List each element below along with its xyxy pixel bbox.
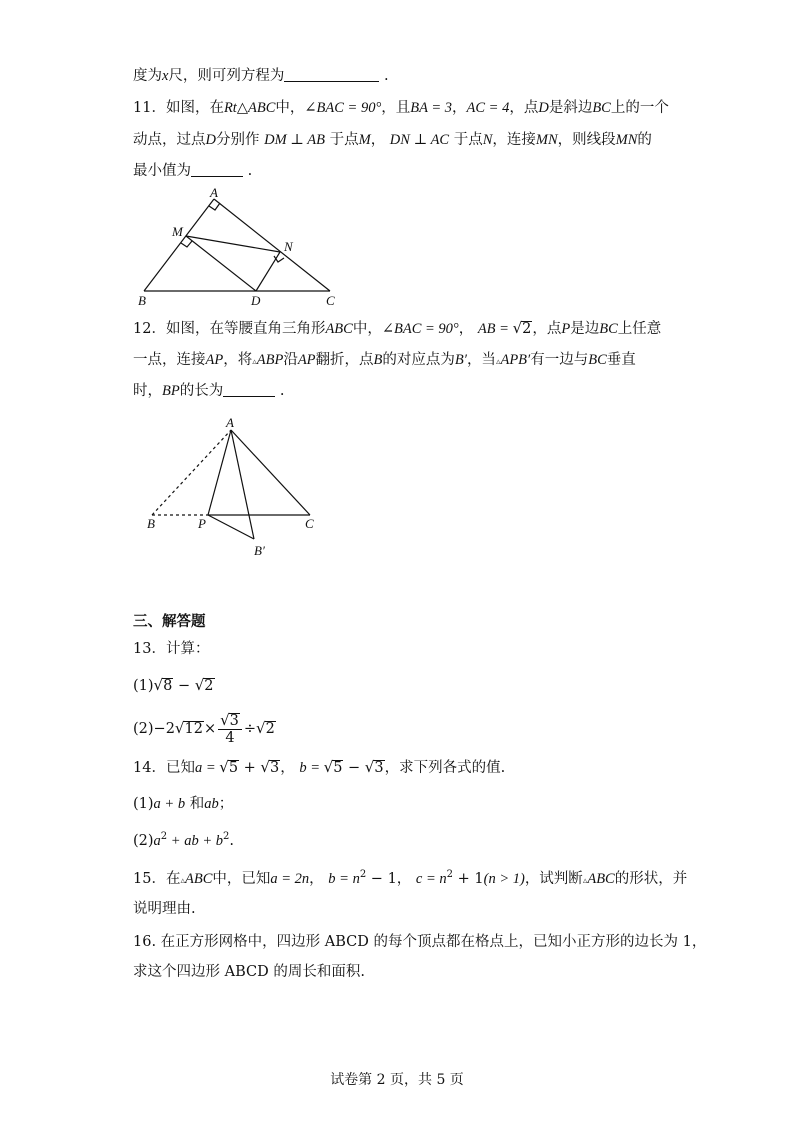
q12-ap: AP — [205, 352, 224, 368]
q13-fraction — [218, 712, 242, 746]
q12-label-a: A — [226, 415, 234, 430]
q11-label-c: C — [326, 293, 335, 307]
sqrt-symbol: √ — [256, 719, 266, 737]
q10-tail-line — [133, 66, 389, 86]
q10-text-b: 尺，则可列方程为 — [168, 68, 285, 84]
q11-n: N — [482, 132, 493, 148]
q11-text: 于点 — [453, 132, 483, 148]
q11-text: ，且 — [381, 100, 411, 116]
sqrt-symbol: √ — [323, 758, 334, 776]
q12-bc: BC — [599, 321, 618, 337]
q11-mn2: MN — [615, 132, 638, 148]
q11-mn: MN — [535, 132, 558, 148]
sqrt-symbol: √ — [260, 758, 270, 776]
q11-text: ， — [370, 132, 386, 148]
q12-text: ，将 — [223, 352, 253, 368]
q14-operator: + — [239, 760, 261, 776]
q12-b: B — [373, 352, 383, 368]
q11-side-ac — [214, 199, 330, 291]
q11-num: 11．如图，在 — [133, 100, 224, 116]
q15-abc: ABC — [587, 870, 615, 887]
q15-line-1 — [133, 865, 687, 891]
q11-tri: △ABC — [236, 100, 276, 116]
q14-expr: a + b — [153, 796, 186, 812]
q11-m: M — [358, 132, 371, 148]
q16-line-1: 16. 在正方形网格中，四边形 ABCD 的每个顶点都在格点上，已知小正方形的边长为 1， — [133, 934, 707, 950]
q12-side-ac — [231, 430, 310, 515]
q14-text: 14．已知 — [133, 760, 195, 776]
sqrt-symbol: √ — [174, 719, 185, 737]
q13-operator: ÷ — [243, 721, 257, 737]
q12-bc2: BC — [588, 352, 607, 368]
q12-text: ，点 — [532, 321, 562, 337]
q11-rt: Rt — [223, 100, 237, 116]
q12-figure — [140, 415, 340, 565]
q11-end: . — [247, 163, 253, 179]
q14-radicand: 5 — [228, 760, 239, 776]
q14-radicand: 5 — [333, 760, 343, 776]
q12-apb: APB′ — [500, 352, 531, 368]
q11-text: ， — [452, 100, 467, 116]
q13-radicand: 8 — [163, 678, 173, 694]
q14-line-1 — [133, 757, 505, 778]
q11-answer-blank[interactable] — [191, 162, 243, 177]
part-label: (1) — [133, 678, 154, 694]
q15-b: b = n — [328, 870, 360, 887]
part-label: (2) — [133, 832, 154, 849]
q12-text: 时， — [133, 383, 162, 399]
q15-text: 15．在 — [133, 870, 181, 887]
q12-text: 垂直 — [606, 352, 636, 368]
q14-text: 和 — [189, 796, 205, 812]
q12-text: ， — [458, 321, 474, 337]
fraction-denominator: 4 — [225, 730, 235, 746]
exponent: 2 — [223, 831, 230, 842]
triangle-symbol: ▵ — [180, 875, 185, 886]
q10-end: . — [384, 68, 389, 84]
q14-a: a — [153, 832, 161, 849]
q12-p: P — [561, 321, 571, 337]
triangle-symbol: ▵ — [495, 357, 501, 367]
q11-line-1 — [133, 98, 669, 118]
q13-operator: − — [173, 678, 195, 694]
exponent: 2 — [359, 869, 367, 880]
q11-text: 中， — [275, 100, 305, 116]
q14-text: . — [229, 832, 234, 849]
q13-radicand: 3 — [229, 713, 239, 729]
q14-a: a = — [194, 760, 220, 776]
q11-label-b: B — [138, 293, 146, 307]
q14-part-1 — [133, 794, 233, 814]
q12-label-c: C — [305, 516, 314, 531]
q12-abp: ABP — [256, 352, 284, 368]
q11-ac: AC = 4 — [466, 100, 510, 116]
q16-line-2: 求这个四边形 ABCD 的周长和面积. — [133, 964, 365, 980]
q13-radicand: 2 — [265, 721, 275, 737]
q15-text: 中，已知 — [212, 870, 271, 887]
q12-label-b: B — [147, 516, 155, 531]
q12-text: 的对应点为 — [382, 352, 455, 368]
q15-text: ，试判断 — [524, 870, 583, 887]
q11-label-d: D — [251, 293, 261, 307]
q13-part-2 — [133, 710, 276, 747]
q11-angle: ∠BAC = 90° — [304, 100, 382, 116]
q11-seg-dn — [256, 252, 280, 291]
q12-text: 上任意 — [617, 321, 662, 337]
q15-text: ， — [309, 870, 324, 887]
q11-text: 分别作 — [215, 132, 260, 148]
q15-text: ， — [396, 870, 412, 887]
q12-text: 是边 — [570, 321, 600, 337]
q13-radicand: 2 — [204, 678, 214, 694]
q11-dn: DN ⊥ AC — [389, 132, 450, 148]
q12-ab: AB = — [477, 321, 513, 337]
q12-answer-blank[interactable] — [223, 382, 275, 397]
q14-radicand: 3 — [269, 760, 280, 776]
q12-text: 的长为 — [179, 383, 224, 399]
q11-right-angle-n — [274, 256, 284, 262]
q11-ba: BA = 3 — [410, 100, 453, 116]
q10-answer-blank[interactable] — [284, 67, 379, 82]
q12-angle: ∠BAC = 90° — [381, 321, 459, 337]
q11-dm: DM ⊥ AB — [264, 132, 325, 148]
q11-text: 上的一个 — [610, 100, 669, 116]
q14-text: ， — [280, 760, 295, 776]
q12-seg-pbprime — [208, 515, 254, 539]
q11-figure — [130, 185, 350, 307]
q11-text: 动点，过点 — [133, 132, 206, 148]
q14-operator: − — [343, 760, 365, 776]
exponent: 2 — [446, 869, 454, 880]
q11-text: 最小值为 — [133, 163, 191, 179]
q12-label-bprime: B′ — [254, 543, 265, 558]
q13-radicand: 12 — [184, 721, 203, 737]
q11-label-m: M — [172, 224, 183, 239]
q11-text: 的 — [637, 132, 652, 148]
triangle-symbol: ▵ — [252, 357, 257, 367]
q11-label-a: A — [210, 185, 218, 200]
sqrt-symbol: √ — [219, 758, 229, 776]
q13-part-1 — [133, 675, 215, 696]
q14-text: ； — [218, 796, 234, 812]
q13-title: 13．计算： — [133, 641, 210, 657]
q12-text: 沿 — [283, 352, 298, 368]
q11-right-angle-m — [181, 241, 192, 247]
q15-text: 的形状，并 — [614, 870, 688, 887]
q11-text: 于点 — [329, 132, 359, 148]
q10-var-x: x — [162, 68, 169, 84]
q15-abc: ABC — [184, 870, 213, 887]
sqrt-symbol: √ — [220, 711, 230, 729]
q12-line-3 — [133, 381, 284, 401]
exponent: 2 — [160, 831, 168, 842]
q15-c: c = n — [415, 870, 447, 887]
triangle-symbol: ▵ — [582, 875, 588, 886]
q14-expr: + ab + — [167, 832, 216, 849]
sqrt-symbol: √ — [364, 758, 375, 776]
q15-condition: (n > 1) — [483, 870, 525, 887]
q13-coef: −2 — [153, 721, 175, 737]
q15-a: a = 2n — [270, 870, 310, 887]
q12-text: 翻折，点 — [315, 352, 374, 368]
q15-b-tail: − 1 — [366, 870, 397, 887]
q11-side-ab — [144, 199, 214, 291]
q14-ab: ab — [204, 796, 219, 812]
q15-c-tail: + 1 — [453, 870, 484, 887]
q14-part-2 — [133, 827, 234, 851]
q12-line-1 — [133, 318, 661, 339]
sqrt-symbol: √ — [153, 676, 164, 694]
q11-text: 是斜边 — [548, 100, 593, 116]
q12-text: ，当 — [466, 352, 496, 368]
fraction-numerator — [218, 712, 242, 730]
q11-line-3 — [133, 161, 252, 181]
q11-label-n: N — [284, 239, 293, 254]
q11-text: ，连接 — [492, 132, 536, 148]
part-label: (2) — [133, 721, 154, 737]
q11-text: ，则线段 — [557, 132, 616, 148]
q13-operator: × — [203, 721, 217, 737]
q12-end: . — [279, 383, 285, 399]
q11-text: ，点 — [509, 100, 539, 116]
q14-text: ，求下列各式的值. — [384, 760, 506, 776]
q14-b: b — [215, 832, 223, 849]
q11-d: D — [205, 132, 216, 148]
q11-d: D — [538, 100, 549, 116]
sqrt-symbol: √ — [512, 319, 523, 337]
q12-label-p: P — [198, 516, 206, 531]
q12-text: 中， — [352, 321, 382, 337]
q12-line-2 — [133, 350, 636, 372]
q11-line-2 — [133, 130, 652, 150]
q15-line-2: 说明理由. — [133, 901, 196, 917]
q11-seg-dm — [186, 236, 256, 291]
section-title: 三、解答题 — [133, 613, 206, 630]
q12-abc: ABC — [325, 321, 353, 337]
q12-text: 一点，连接 — [133, 352, 206, 368]
q11-bc: BC — [592, 100, 611, 116]
q12-ap2: AP — [297, 352, 316, 368]
q12-bprime: B′ — [454, 352, 467, 368]
sqrt-symbol: √ — [194, 676, 205, 694]
q12-seg-abprime — [231, 430, 254, 539]
page-footer: 试卷第 2 页，共 5 页 — [330, 1072, 464, 1088]
q12-text: 有一边与 — [530, 352, 589, 368]
q10-text: 度为 — [133, 68, 162, 84]
part-label: (1) — [133, 796, 154, 812]
q14-radicand: 3 — [374, 760, 384, 776]
q12-ab-radicand: 2 — [522, 321, 532, 337]
q12-bp: BP — [162, 383, 180, 399]
q11-seg-mn — [186, 236, 280, 252]
q12-text: 12．如图，在等腰直角三角形 — [133, 321, 326, 337]
q14-b: b = — [299, 760, 324, 776]
